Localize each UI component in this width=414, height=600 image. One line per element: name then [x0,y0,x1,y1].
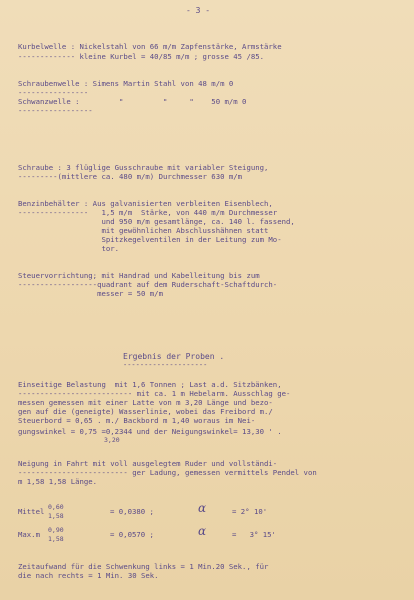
mittel-label: Mittel [18,507,45,516]
mittel-alpha: α [198,501,207,515]
neigung-line-1: Neigung in Fahrt mit voll ausgelegtem Ruder und vollständi- [18,459,278,468]
steuervorrichtung-line-1: Steuervorrichtung; mit Handrad und Kabelleitung bis zum [18,271,260,280]
schwenkung-line-1: Zeitaufwand für die Schwenkung links = 1 Min.20 Sek., für [18,562,269,571]
belastung-line-2: -------------------------- mit ca. 1 m Hebelarm. Ausschlag ge- [18,389,291,398]
max-label: Max.m [18,530,40,539]
mittel-value: = 0,0380 ; [110,507,154,516]
mittel-angle: = 2° 10' [232,507,268,516]
page-number: - 3 - [186,6,211,15]
max-numerator: 0,90 [48,526,64,534]
belastung-fraction-denominator: 3,20 [104,436,120,444]
belastung-line-5: Steuerbord = 0,65 . m./ Backbord m 1,40 woraus im Nei- [18,416,256,425]
mittel-denominator: 1,58 [48,512,64,520]
max-alpha: α [198,524,207,538]
neigung-line-3: m 1,58 1,58 Länge. [18,477,98,486]
belastung-line-4: gen auf die (geneigte) Wasserlinie, wobei das Freibord m./ [18,407,273,416]
max-value: = 0,0570 ; [110,530,154,539]
benzinbehaelter-line-6: tor. [18,244,120,253]
benzinbehaelter-line-2: ---------------- 1,5 m/m Stärke, von 440 m/m Durchmesser [18,208,278,217]
benzinbehaelter-line-5: Spitzkegelventilen in der Leitung zum Mo- [18,235,282,244]
ergebnis-underline: -------------------- [123,361,208,369]
belastung-line-6: gungswinkel = 0,75 =0,2344 und der Neigungswinkel= 13,30 ' . [18,427,282,436]
schwanzwelle-line: Schwanzwelle : " " " 50 m/m 0 [18,97,247,106]
schraube-line-2: ---------(mittlere ca. 480 m/m) Durchmesser 630 m/m [18,172,243,181]
belastung-line-1: Einseitige Belastung mit 1,6 Tonnen ; Last a.d. Sitzbänken, [18,380,282,389]
schraube-line-1: Schraube : 3 flüglige Gusschraube mit variabler Steigung, [18,163,269,172]
belastung-line-3: messen gemessen mit einer Latte von m 3,20 Länge und bezo- [18,398,273,407]
schraubenwelle-line-1: Schraubenwelle : Simens Martin Stahl von 48 m/m 0 [18,79,234,88]
benzinbehaelter-line-3: und 950 m/m gesamtlänge, ca. 140 l. fassend, [18,217,295,226]
benzinbehaelter-line-1: Benzinbehälter : Aus galvanisierten verbleiten Eisenblech, [18,199,273,208]
schwenkung-line-2: die nach rechts = 1 Min. 30 Sek. [18,571,159,580]
schwanzwelle-underline: ----------------- [18,106,93,115]
max-angle: = 3° 15' [232,530,276,539]
ergebnis-heading: Ergebnis der Proben . [123,352,225,361]
steuervorrichtung-line-2: ------------------quadrant auf dem Ruderschaft-Schaftdurch- [18,280,278,289]
schraubenwelle-underline: ---------------- [18,88,89,97]
benzinbehaelter-line-4: mit gewöhnlichen Abschlusshähnen statt [18,226,269,235]
steuervorrichtung-line-3: messer = 50 m/m [18,289,163,298]
kurbelwelle-line-2: ------------- kleine Kurbel = 40/85 m/m ; grosse 45 /85. [18,52,265,61]
max-denominator: 1,58 [48,535,64,543]
mittel-numerator: 0,60 [48,503,64,511]
neigung-line-2: ------------------------- ger Ladung, gemessen vermittels Pendel von [18,468,317,477]
kurbelwelle-line-1: Kurbelwelle : Nickelstahl von 66 m/m Zapfenstärke, Armstärke [18,42,282,51]
